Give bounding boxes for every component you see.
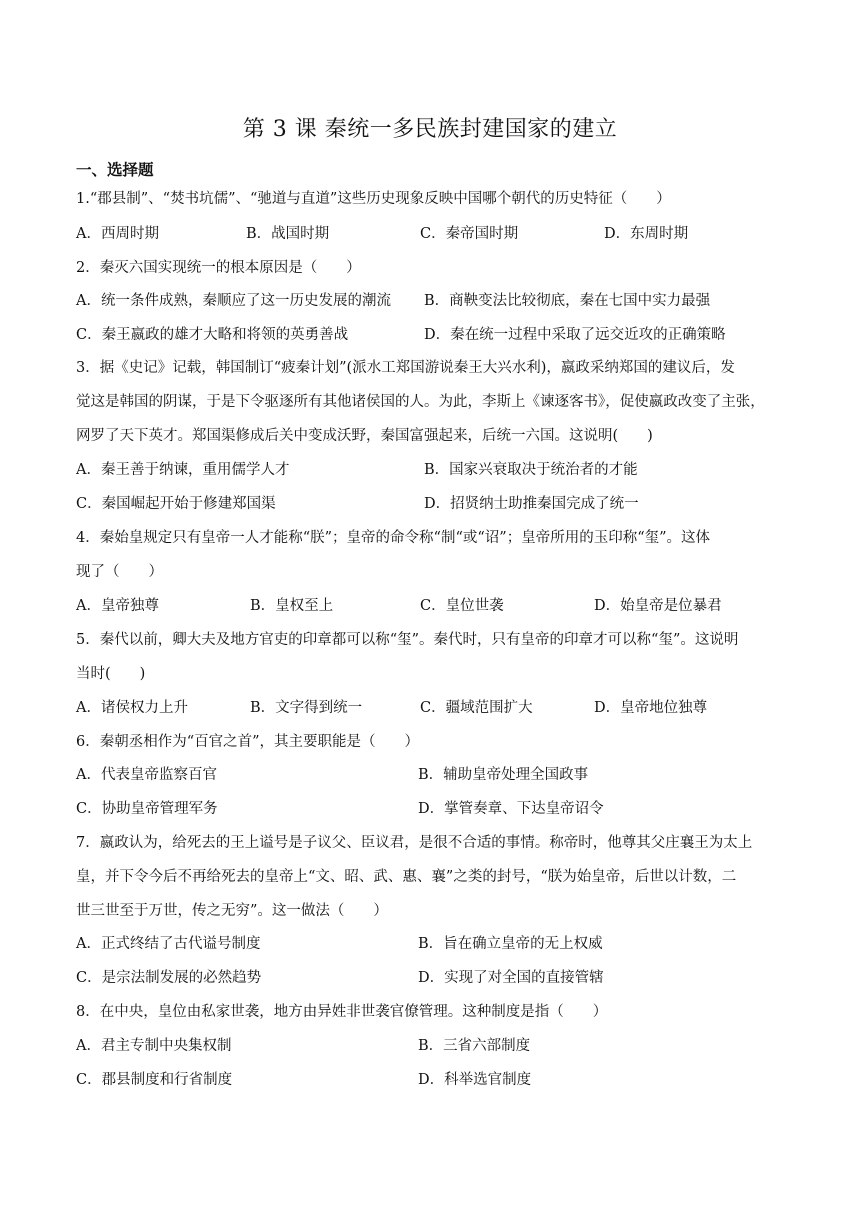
question-8-option-b: B．三省六部制度 bbox=[418, 1038, 531, 1054]
question-2-stem: 2．秦灭六国实现统一的根本原因是（ ） bbox=[76, 260, 361, 276]
question-6-option-c: C．协助皇帝管理军务 bbox=[76, 801, 218, 817]
question-7-option-c: C．是宗法制发展的必然趋势 bbox=[76, 970, 262, 986]
question-3-stem-line-1: 3．据《史记》记载，韩国制订“疲秦计划”(派水工郑国游说秦王大兴水利)，嬴政采纳郑国的建议后，发 bbox=[76, 360, 735, 376]
question-5-option-c: C．疆域范围扩大 bbox=[420, 700, 533, 716]
question-6-option-a: A．代表皇帝监察百官 bbox=[76, 767, 217, 783]
question-6-option-b: B．辅助皇帝处理全国政事 bbox=[418, 767, 589, 783]
question-2-option-d: D．秦在统一过程中采取了远交近攻的正确策略 bbox=[424, 327, 726, 343]
question-5-option-b: B．文字得到统一 bbox=[250, 700, 363, 716]
question-6-stem: 6．秦朝丞相作为“百官之首”，其主要职能是（ ） bbox=[76, 734, 420, 750]
section-heading: 一、选择题 bbox=[76, 161, 154, 179]
question-7-stem-line-3: 世三世至于万世，传之无穷”。这一做法（ ） bbox=[76, 903, 388, 919]
question-7-option-b: B．旨在确立皇帝的无上权威 bbox=[418, 936, 603, 952]
question-4-option-a: A．皇帝独尊 bbox=[76, 598, 159, 614]
question-5-stem-line-1: 5．秦代以前，卿大夫及地方官吏的印章都可以称“玺”。秦代时，只有皇帝的印章才可以称“玺”。这说明 bbox=[76, 632, 739, 648]
question-3-option-a: A．秦王善于纳谏，重用儒学人才 bbox=[76, 462, 290, 478]
question-4-option-d: D．始皇帝是位暴君 bbox=[594, 598, 722, 614]
question-7-stem-line-1: 7．嬴政认为，给死去的王上谥号是子议父、臣议君，是很不合适的事情。称帝时，他尊其父庄襄王为太上 bbox=[76, 835, 753, 851]
question-3-option-c: C．秦国崛起开始于修建郑国渠 bbox=[76, 496, 276, 512]
question-7-option-a: A．正式终结了古代谥号制度 bbox=[76, 936, 261, 952]
question-5-option-d: D．皇帝地位独尊 bbox=[594, 700, 708, 716]
question-2-option-a: A．统一条件成熟，秦顺应了这一历史发展的潮流 bbox=[76, 293, 391, 309]
question-4-stem-line-1: 4．秦始皇规定只有皇帝一人才能称“朕”；皇帝的命令称“制“或“诏”；皇帝所用的玉印称“玺”。这体 bbox=[76, 530, 711, 546]
page-title: 第 3 课 秦统一多民族封建国家的建立 bbox=[242, 117, 618, 142]
question-1-option-a: A．西周时期 bbox=[76, 226, 159, 242]
question-3-stem-line-3: 网罗了天下英才。郑国渠修成后关中变成沃野，秦国富强起来，后统一六国。这说明( ) bbox=[76, 428, 653, 444]
question-7-option-d: D．实现了对全国的直接管辖 bbox=[418, 970, 604, 986]
question-5-stem-line-2: 当时( ) bbox=[76, 666, 146, 682]
question-2-option-c: C．秦王嬴政的雄才大略和将领的英勇善战 bbox=[76, 327, 349, 343]
question-1-option-d: D．东周时期 bbox=[604, 226, 689, 242]
question-4-option-b: B．皇权至上 bbox=[250, 598, 334, 614]
question-5-option-a: A．诸侯权力上升 bbox=[76, 700, 188, 716]
question-1-option-c: C．秦帝国时期 bbox=[420, 226, 519, 242]
question-8-option-a: A．君主专制中央集权制 bbox=[76, 1038, 232, 1054]
question-1-option-b: B．战国时期 bbox=[246, 226, 330, 242]
question-7-stem-line-2: 皇，并下令今后不再给死去的皇帝上“文、昭、武、惠、襄”之类的封号，“朕为始皇帝，后世以计数，二 bbox=[76, 869, 737, 885]
question-3-option-b: B．国家兴衰取决于统治者的才能 bbox=[424, 462, 638, 478]
question-1-stem: 1.“郡县制”、“焚书坑儒”、“驰道与直道”这些历史现象反映中国哪个朝代的历史特征（ ） bbox=[76, 191, 671, 207]
question-8-option-d: D．科举选官制度 bbox=[418, 1072, 532, 1088]
question-8-stem: 8．在中央，皇位由私家世袭，地方由异姓非世袭官僚管理。这种制度是指（ ） bbox=[76, 1004, 608, 1020]
question-4-stem-line-2: 现了（ ） bbox=[76, 564, 163, 580]
question-3-option-d: D．招贤纳士助推秦国完成了统一 bbox=[424, 496, 639, 512]
question-4-option-c: C．皇位世袭 bbox=[420, 598, 504, 614]
question-8-option-c: C．郡县制度和行省制度 bbox=[76, 1072, 233, 1088]
question-2-option-b: B．商鞅变法比较彻底，秦在七国中实力最强 bbox=[424, 293, 711, 309]
question-3-stem-line-2: 觉这是韩国的阴谋，于是下令驱逐所有其他诸侯国的人。为此，李斯上《谏逐客书》，促使嬴政改变了主张， bbox=[76, 394, 765, 410]
question-6-option-d: D．掌管奏章、下达皇帝诏令 bbox=[418, 801, 604, 817]
